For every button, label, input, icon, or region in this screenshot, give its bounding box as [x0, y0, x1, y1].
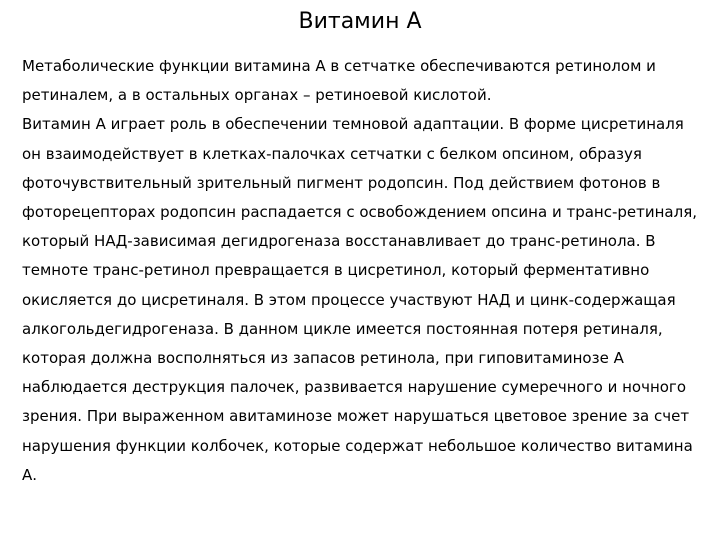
paragraph-dark-adaptation: Витамин А играет роль в обеспечении темновой адаптации. В форме цисретиналя он взаимодействует в клетках-палочках сетчатки с белком опсином, образуя фоточувствительный зрительный пигмент родопсин. Под действием фотонов в фоторецепторах родопсин распадается с освобождением опсина и транс-ретиналя, который НАД-зависимая дегидрогеназа восстанавливает до транс-ретинола. В темноте транс-ретинол превращается в цисретинол, который ферментативно окисляется до цисретиналя. В этом процессе участвуют НАД и цинк-содержащая алкогольдегидрогеназа. В данном цикле имеется постоянная потеря ретиналя, которая должна восполняться из запасов ретинола, при гиповитаминозе А наблюдается деструкция палочек, развивается нарушение сумеречного и ночного зрения. При выраженном авитаминозе может нарушаться цветовое зрение за счет нарушения функции колбочек, которые содержат небольшое количество витамина А. — [22, 115, 697, 484]
slide-title: Витамин А — [298, 9, 422, 34]
slide-body — [22, 52, 698, 490]
paragraph-metabolic-functions: Метаболические функции витамина А в сетчатке обеспечиваются ретинолом и ретиналем, а в остальных органах – ретиноевой кислотой. — [22, 57, 656, 105]
